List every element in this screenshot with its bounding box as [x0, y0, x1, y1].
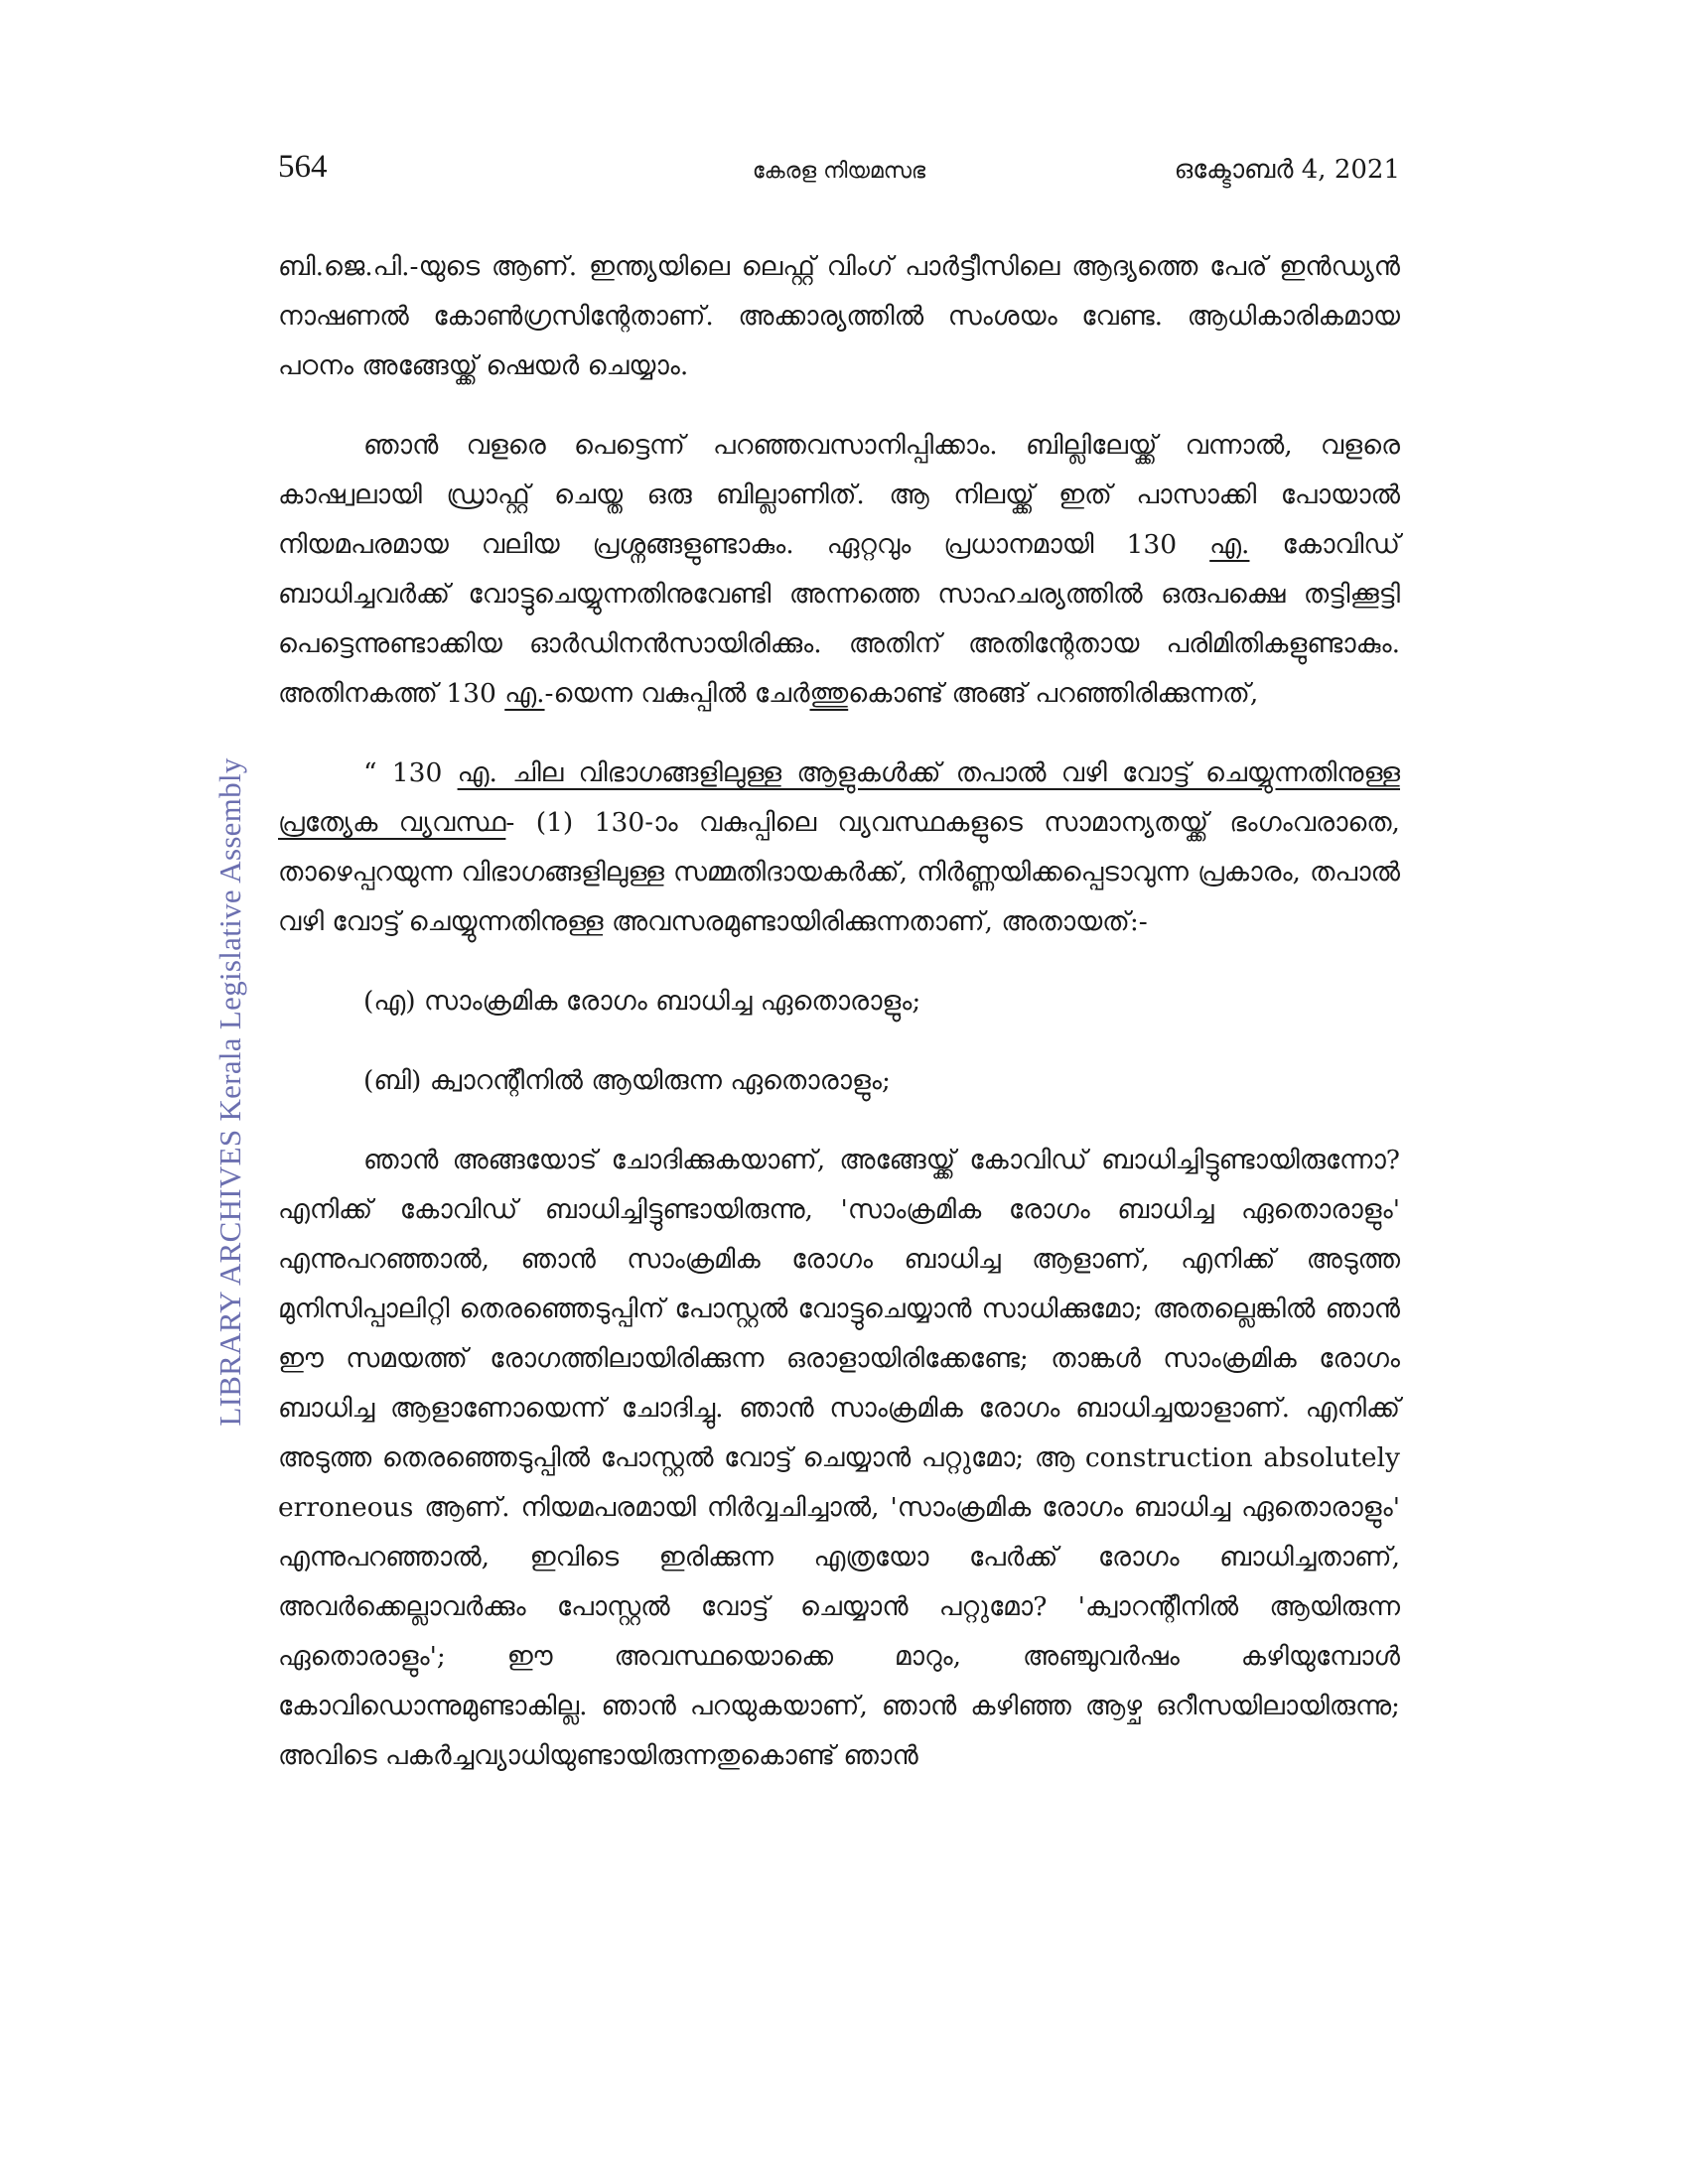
paragraph-bill-remarks: ഞാൻ വളരെ പെട്ടെന്ന് പറഞ്ഞവസാനിപ്പിക്കാം. ബില്ലിലേയ്ക്ക് വന്നാൽ, വളരെ കാഷ്വലായി ഡ്രാഫ്റ്റ് ചെയ്ത ഒരു ബില്ലാണിത്. ആ നിലയ്ക്ക് ഇത് പാസാക്കി പോയാൽ നിയമപരമായ വലിയ പ്രശ്നങ്ങളുണ്ടാകും. ഏറ്റവും പ്രധാനമായി 130 എ. കോവിഡ് ബാധിച്ചവർക്ക് വോട്ടുചെയ്യുന്നതിനുവേണ്ടി അന്നത്തെ സാഹചര്യത്തിൽ ഒരുപക്ഷെ തട്ടിക്കൂട്ടി പെട്ടെന്നുണ്ടാക്കിയ ഓർഡിനൻസായിരിക്കും. അതിന് അതിന്റേതായ പരിമിതികളുണ്ടാകും. അതിനകത്ത് 130 എ.-യെന്ന വകുപ്പിൽ ചേർത്തുകൊണ്ട് അങ്ങ് പറഞ്ഞിരിക്കുന്നത്, — [278, 430, 1401, 709]
page-header — [278, 149, 1400, 199]
underlined-section-ref: എ. — [1209, 529, 1250, 560]
provision-heading: എ. ചില വിഭാഗങ്ങളിലുള്ള ആളുകൾക്ക് തപാൽ വഴി വോട്ട് ചെയ്യുന്നതിനുള്ള പ്രത്യേക വ്യവസ്ഥ — [278, 757, 1400, 838]
quoted-provision: “ 130 എ. ചില വിഭാഗങ്ങളിലുള്ള ആളുകൾക്ക് തപാൽ വഴി വോട്ട് ചെയ്യുന്നതിനുള്ള പ്രത്യേക വ്യവസ്ഥ- (1) 130-ാം വകുപ്പിലെ വ്യവസ്ഥകളുടെ സാമാന്യതയ്ക്ക് ഭംഗംവരാതെ, താഴെപ്പറയുന്ന വിഭാഗങ്ങളിലുള്ള സമ്മതിദായകർക്ക്, നിർണ്ണയിക്കപ്പെടാവുന്ന പ്രകാരം, തപാൽ വഴി വോട്ട് ചെയ്യുന്നതിനുള്ള അവസരമുണ്ടായിരിക്കുന്നതാണ്, അതായത്:- — [278, 757, 1400, 937]
underlined-text: ത്തു — [809, 678, 849, 709]
provision-item-b: (ബി) ക്വാറന്റീനിൽ ആയിരുന്ന ഏതൊരാളും; — [363, 1065, 891, 1096]
paragraph-covid-question: ഞാൻ അങ്ങയോട് ചോദിക്കുകയാണ്, അങ്ങേയ്ക്ക് കോവിഡ് ബാധിച്ചിട്ടുണ്ടായിരുന്നോ? എനിക്ക് കോവിഡ് ബാധിച്ചിട്ടുണ്ടായിരുന്നു, 'സാംക്രമിക രോഗം ബാധിച്ച ഏതൊരാളും' എന്നുപറഞ്ഞാൽ, ഞാൻ സാംക്രമിക രോഗം ബാധിച്ച ആളാണ്, എനിക്ക് അടുത്ത മുനിസിപ്പാലിറ്റി തെരഞ്ഞെടുപ്പിന് പോസ്റ്റൽ വോട്ടുചെയ്യാൻ സാധിക്കുമോ; അതല്ലെങ്കിൽ ഞാൻ ഈ സമയത്ത് രോഗത്തിലായിരിക്കുന്ന ഒരാളായിരിക്കേണ്ടേ; താങ്കൾ സാംക്രമിക രോഗം ബാധിച്ച ആളാണോയെന്ന് ചോദിച്ചു. ഞാൻ സാംക്രമിക രോഗം ബാധിച്ചയാളാണ്. എനിക്ക് അടുത്ത തെരഞ്ഞെടുപ്പിൽ പോസ്റ്റൽ വോട്ട് ചെയ്യാൻ പറ്റുമോ; ആ construction absolutely erroneous ആണ്. നിയമപരമായി നിർവ്വചിച്ചാൽ, 'സാംക്രമിക രോഗം ബാധിച്ച ഏതൊരാളും' എന്നുപറഞ്ഞാൽ, ഇവിടെ ഇരിക്കുന്ന എത്രയോ പേർക്ക് രോഗം ബാധിച്ചതാണ്, അവർക്കെല്ലാവർക്കും പോസ്റ്റൽ വോട്ട് ചെയ്യാൻ പറ്റുമോ? 'ക്വാറന്റീനിൽ ആയിരുന്ന ഏതൊരാളും'; ഈ അവസ്ഥയൊക്കെ മാറും, അഞ്ചുവർഷം കഴിയുമ്പോൾ കോവിഡൊന്നുമുണ്ടാകില്ല. ഞാൻ പറയുകയാണ്, ഞാൻ കഴിഞ്ഞ ആഴ്ച ഒറീസയിലായിരുന്നു; അവിടെ പകർച്ചവ്യാധിയുണ്ടായിരുന്നതുകൊണ്ട് ഞാൻ — [278, 1145, 1400, 1771]
document-body — [278, 242, 1400, 1811]
provision-item-a: (എ) സാംക്രമിക രോഗം ബാധിച്ച ഏതൊരാളും; — [363, 986, 921, 1017]
underlined-section-ref: എ. — [504, 678, 545, 709]
issue-date: ഒക്ടോബർ 4, 2021 — [1174, 155, 1400, 185]
archive-watermark: LIBRARY ARCHIVES Kerala Legislative Assembly — [212, 757, 247, 1427]
journal-title: കേരള നിയമസഭ — [752, 159, 926, 184]
paragraph-continuation: ബി.ജെ.പി.-യുടെ ആണ്. ഇന്ത്യയിലെ ലെഫ്റ്റ് വിംഗ് പാർട്ടീസിലെ ആദ്യത്തെ പേര് ഇൻഡ്യൻ നാഷണൽ കോൺഗ്രസിന്റേതാണ്. അക്കാര്യത്തിൽ സംശയം വേണ്ട. ആധികാരികമായ പഠനം അങ്ങേയ്ക്ക് ഷെയർ ചെയ്യാം. — [278, 251, 1400, 381]
page-number: 564 — [278, 149, 328, 185]
